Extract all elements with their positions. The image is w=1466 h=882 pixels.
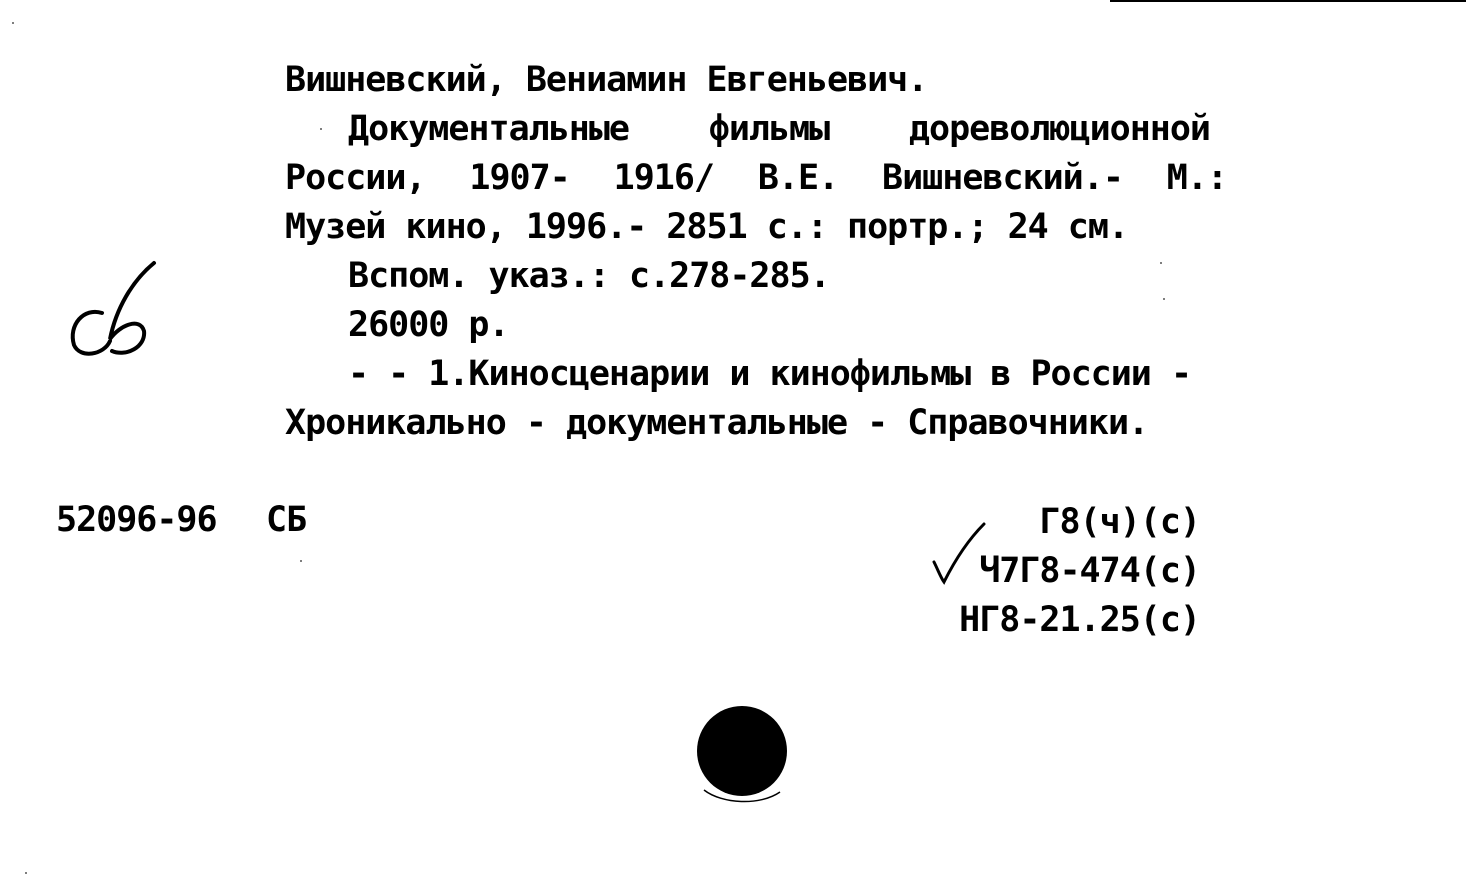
- classification-code: НГ8-21.25(с): [959, 600, 1200, 640]
- publication-line: Музей кино, 1996.- 2851 с.: портр.; 24 см.: [285, 207, 1129, 247]
- handwritten-mark: [62, 255, 162, 365]
- top-edge-line: [1110, 0, 1466, 2]
- title-word: В.Е.: [757, 158, 839, 198]
- classification-code: Г8(ч)(с): [1039, 502, 1200, 542]
- classification-code: Ч7Г8-474(с): [979, 551, 1200, 591]
- title-word: России,: [285, 158, 426, 198]
- scan-speck: [320, 128, 322, 130]
- title-word: дореволюционной: [908, 109, 1210, 149]
- accession-number: 52096-96: [56, 500, 217, 540]
- price: 26000 р.: [348, 305, 509, 345]
- collection-mark: СБ: [266, 500, 307, 540]
- scan-speck: [300, 560, 302, 562]
- title-word: Вишневский.-: [882, 158, 1123, 198]
- check-mark-icon: [928, 522, 988, 586]
- title-word: 1916/: [613, 158, 714, 198]
- scan-speck: [1160, 262, 1162, 264]
- scan-speck: [12, 22, 14, 24]
- author-heading: Вишневский, Вениамин Евгеньевич.: [285, 60, 928, 100]
- scan-speck: [1163, 298, 1165, 300]
- scan-speck: [25, 872, 27, 874]
- title-line-1: [348, 109, 1210, 149]
- punch-hole-icon: [697, 706, 787, 796]
- subject-line-2: Хроникально - документальные - Справочники.: [285, 403, 1149, 443]
- title-word: фильмы: [708, 109, 830, 149]
- index-note: Вспом. указ.: с.278-285.: [348, 256, 830, 296]
- subject-line-1: - - 1.Киносценарии и кинофильмы в России -: [348, 354, 1192, 394]
- title-word: 1907-: [469, 158, 570, 198]
- punch-hole-shadow: [700, 784, 784, 808]
- title-word: М.:: [1166, 158, 1227, 198]
- title-word: Документальные: [348, 109, 630, 149]
- title-line-2: [285, 158, 1227, 198]
